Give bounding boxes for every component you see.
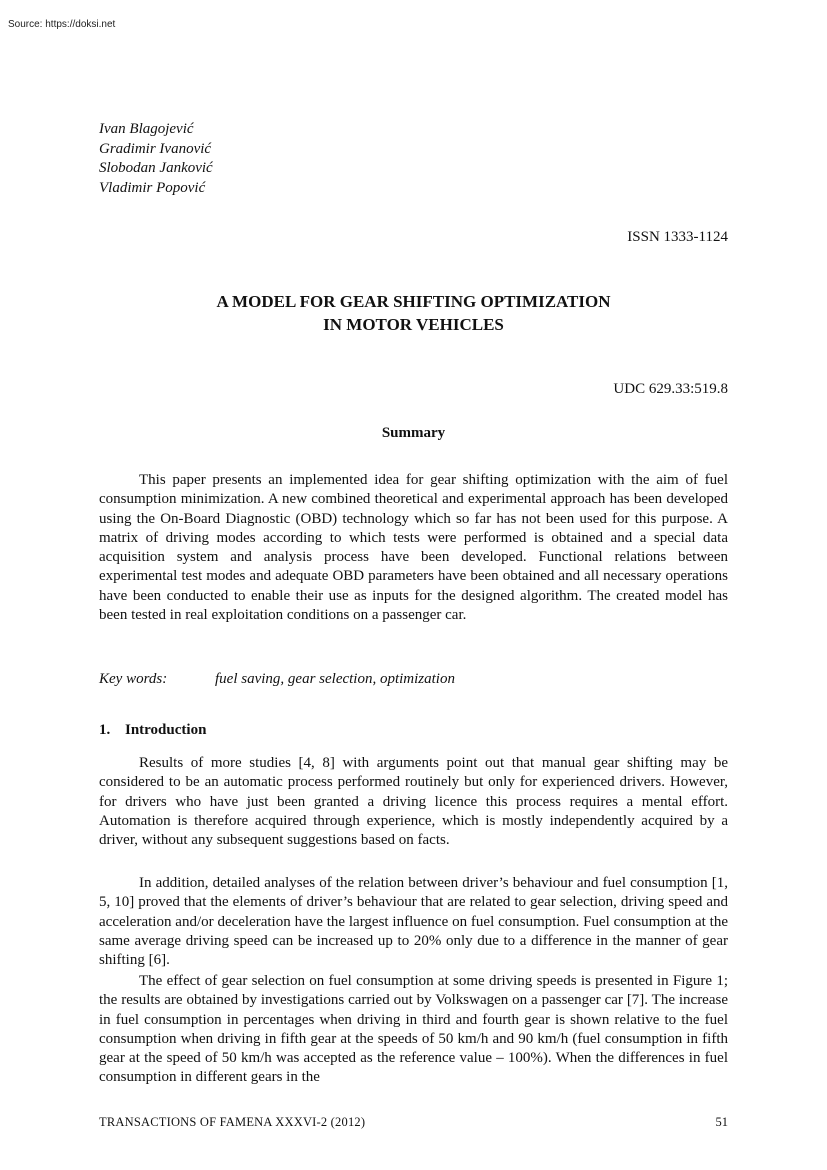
source-note: Source: https://doksi.net [8, 19, 116, 30]
keywords-value: fuel saving, gear selection, optimization [215, 671, 455, 687]
intro-paragraph-1: Results of more studies [4, 8] with arguments point out that manual gear shifting may be considered to be an automatic process performed routinely but only for experienced drivers. However, for drivers who have just been granted a driving licence this process requires a mental effort. Automation is therefore acquired through experience, which is mostly independently acquired by a driver, without any subsequent suggestions based on facts. [99, 755, 728, 849]
issn: ISSN 1333-1124 [627, 229, 728, 245]
paper-title-line-1: A MODEL FOR GEAR SHIFTING OPTIMIZATION [216, 292, 611, 311]
summary-heading: Summary [381, 425, 446, 441]
author-name: Slobodan Janković [99, 160, 213, 176]
paper-title-line-2: IN MOTOR VEHICLES [323, 315, 504, 334]
section-number: 1. [99, 722, 111, 738]
section-heading-introduction [99, 722, 206, 739]
keywords-label: Key words: [99, 671, 168, 687]
author-name: Ivan Blagojević [99, 121, 194, 137]
author-list [99, 120, 213, 198]
author-name: Gradimir Ivanović [99, 140, 212, 157]
keywords [99, 671, 455, 688]
section-title: Introduction [125, 722, 207, 738]
intro-paragraph-3: The effect of gear selection on fuel consumption at some driving speeds is presented in Figure 1; the results are obtained by investigations carried out by Volkswagen on a passenger car [7]. The increase in fuel consumption in percentages when driving in third and fourth gear is shown relative to the fuel consumption when driving in fifth gear at the speeds of 50 km/h and 90 km/h (fuel consumption in fifth gear at the speed of 50 km/h was accepted as the reference value – 100%). When the differences in fuel consumption in different gears in the [99, 973, 728, 1086]
udc-code: UDC 629.33:519.8 [613, 381, 728, 397]
paper-title [99, 290, 728, 336]
intro-paragraph-2: In addition, detailed analyses of the relation between driver’s behaviour and fuel consumption [1, 5, 10] proved that the elements of driver’s behaviour that are related to gear selection, driving speed and acceleration and/or deceleration have the largest influence on fuel consumption. Fuel consumption at the same average driving speed can be increased up to 20% only due to a difference in the manner of gear shifting [6]. [99, 875, 728, 969]
author-name: Vladimir Popović [99, 179, 206, 196]
summary-text: This paper presents an implemented idea for gear shifting optimization with the aim of fuel consumption minimization. A new combined theoretical and experimental approach has been developed using the On-Board Diagnostic (OBD) technology which so far has not been used for this purpose. A matrix of driving modes according to which tests were performed is obtained and a special data acquisition system and analysis process have been developed. Functional relations between experimental test modes and adequate OBD parameters have been obtained and all necessary operations have been conducted to enable their use as inputs for the designed algorithm. The created model has been tested in real exploitation conditions on a passenger car. [99, 472, 728, 624]
footer-journal: TRANSACTIONS OF FAMENA XXXVI-2 (2012) [99, 1115, 366, 1129]
page-number: 51 [715, 1115, 728, 1129]
